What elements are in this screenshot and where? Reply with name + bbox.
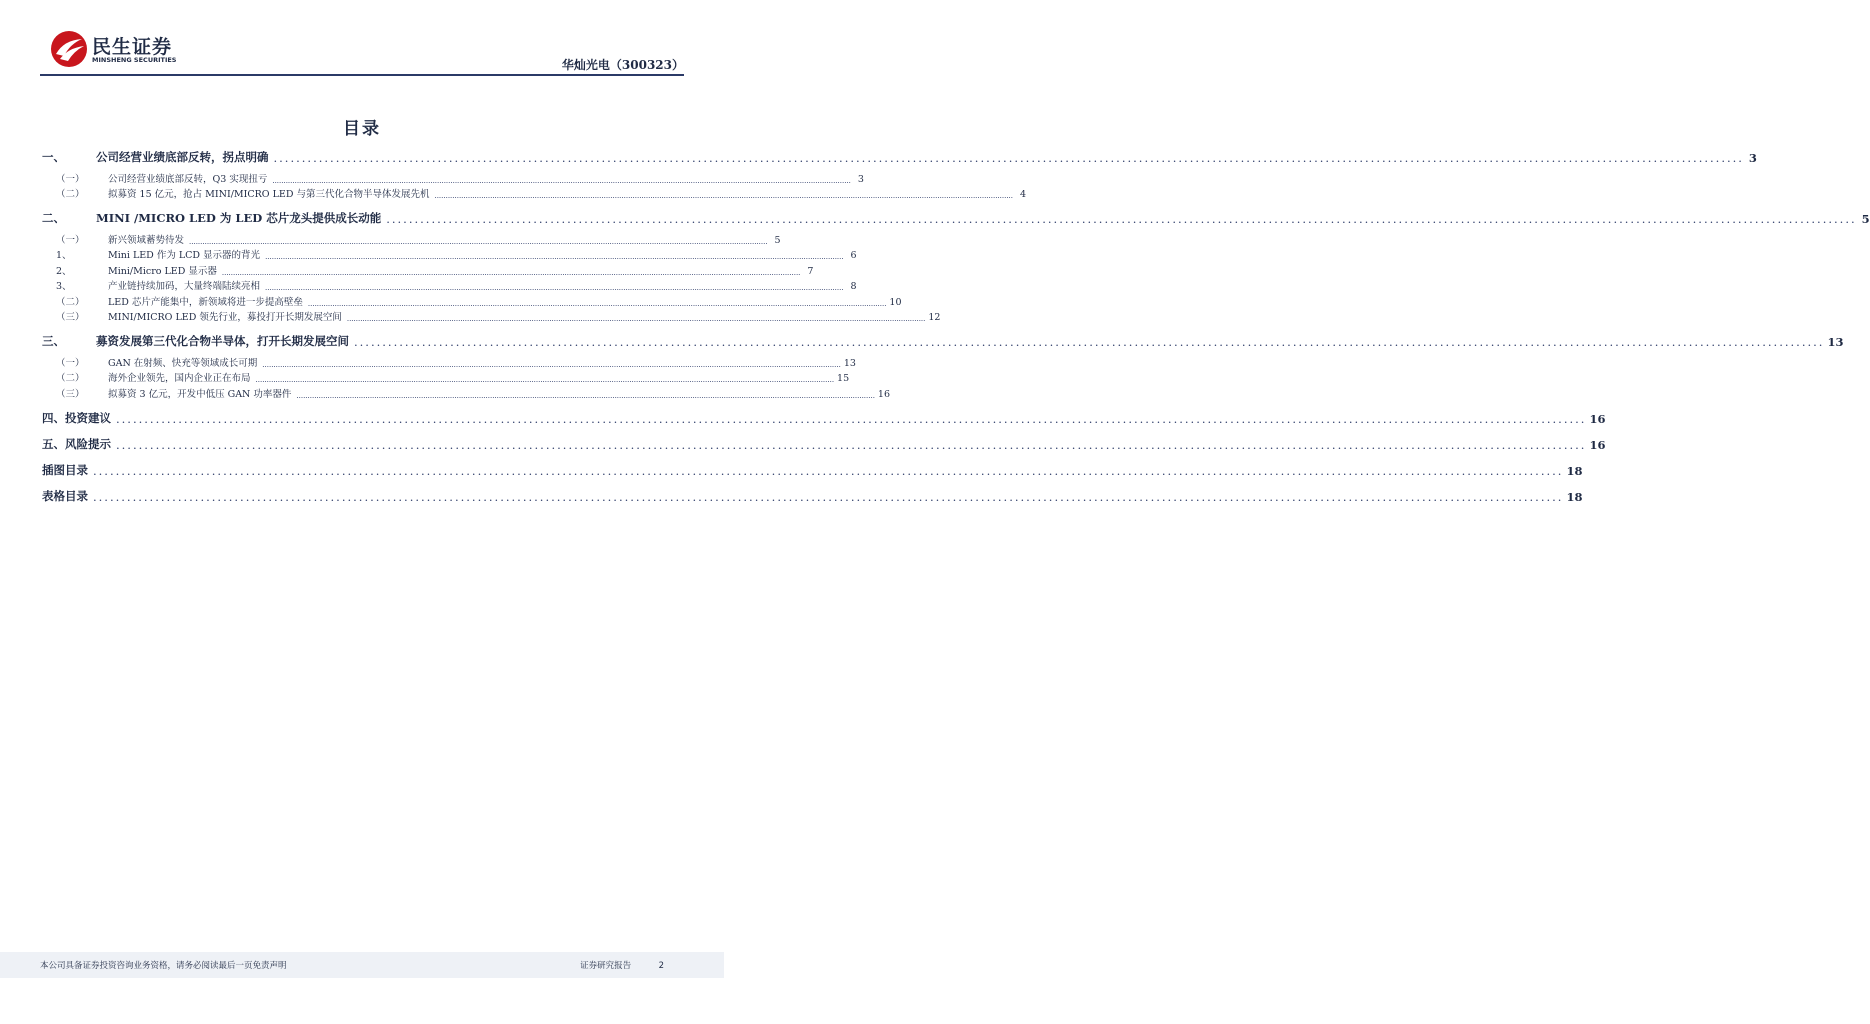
toc-entry-title: 四、投资建议: [42, 410, 111, 425]
toc-entry-number: 1、: [56, 250, 72, 261]
toc-dot-leader: ....................................................................................................................................................................................................................................................................: [346, 315, 926, 323]
toc-entry-number: 一、: [42, 150, 65, 164]
toc-entry-title: 公司经营业绩底部反转，Q3 实现扭亏: [108, 173, 268, 185]
toc-entry-page: 4: [1019, 189, 1027, 200]
toc-dot-leader: ....................................................................................................................................................................................................................................................................: [255, 376, 835, 384]
toc-section-entry[interactable]: [42, 430, 1606, 452]
logo-chinese-name: 民生证券: [92, 36, 173, 58]
table-of-contents: [42, 143, 1870, 504]
report-type: 证券研究报告: [580, 961, 632, 971]
toc-subsection-entry[interactable]: [42, 246, 857, 262]
toc-entry-page: 18: [1566, 463, 1583, 478]
toc-entry-page: 15: [837, 373, 850, 384]
toc-dot-leader: ....................................................................................................................................................................................................................................................................: [307, 299, 887, 308]
toc-dot-leader: ....................................................................................................................................................................................................................................................................: [273, 151, 1744, 165]
toc-dot-leader: ....................................................................................................................................................................................................................................................................: [116, 411, 1587, 426]
toc-entry-title: 五、风险提示: [42, 436, 111, 451]
toc-entry-page: 13: [1827, 335, 1844, 349]
toc-entry-title: 募资发展第三代化合物半导体，打开长期发展空间: [96, 334, 349, 348]
toc-entry-title: MINI/MICRO LED 领先行业，募投打开长期发展空间: [108, 312, 342, 323]
toc-entry-title: 表格目录: [42, 488, 88, 503]
toc-dot-leader: ....................................................................................................................................................................................................................................................................: [93, 463, 1564, 478]
toc-entry-page: 6: [850, 250, 857, 261]
toc-subsection-entry[interactable]: [42, 353, 856, 369]
toc-entry-number: 3、: [56, 281, 72, 292]
toc-section-entry[interactable]: [42, 204, 1870, 226]
toc-entry-page: 10: [889, 296, 902, 308]
toc-entry-title: 海外企业领先，国内企业正在布局: [108, 373, 251, 384]
toc-entry-number: （二）: [56, 373, 85, 384]
toc-dot-leader: ....................................................................................................................................................................................................................................................................: [265, 253, 844, 261]
logo-english-name: MINSHENG SECURITIES: [92, 56, 177, 64]
toc-dot-leader: ....................................................................................................................................................................................................................................................................: [386, 212, 1857, 226]
toc-dot-leader: ....................................................................................................................................................................................................................................................................: [272, 176, 851, 185]
toc-entry-number: 2、: [56, 265, 72, 277]
toc-entry-page: 18: [1566, 489, 1583, 504]
toc-entry-number: 二、: [42, 211, 65, 225]
toc-entry-number: （三）: [56, 388, 85, 400]
page-number: 2: [658, 961, 664, 971]
toc-entry-number: （三）: [56, 312, 85, 323]
toc-subsection-entry[interactable]: [42, 277, 857, 293]
toc-dot-leader: ....................................................................................................................................................................................................................................................................: [189, 237, 768, 246]
toc-dot-leader: ....................................................................................................................................................................................................................................................................: [221, 268, 801, 277]
toc-entry-number: 三、: [42, 334, 65, 348]
toc-subsection-entry[interactable]: [42, 369, 850, 385]
toc-section-entry[interactable]: [42, 327, 1844, 349]
toc-entry-page: 8: [850, 281, 857, 292]
footer-right: [580, 959, 664, 971]
toc-entry-number: （二）: [56, 189, 85, 200]
toc-subsection-entry[interactable]: [42, 292, 902, 308]
toc-entry-title: Mini LED 作为 LCD 显示器的背光: [108, 250, 261, 261]
toc-entry-title: 新兴领域蓄势待发: [108, 234, 185, 246]
toc-dot-leader: ....................................................................................................................................................................................................................................................................: [296, 391, 875, 400]
toc-entry-page: 7: [807, 265, 814, 277]
toc-entry-number: （二）: [56, 296, 85, 308]
toc-entry-number: （一）: [56, 173, 85, 185]
toc-entry-page: 13: [843, 357, 856, 369]
footer-disclaimer: 本公司具备证券投资咨询业务资格，请务必阅读最后一页免责声明: [40, 961, 287, 971]
toc-entry-page: 12: [928, 312, 941, 323]
toc-entry-title: 拟募资 3 亿元，开发中低压 GAN 功率器件: [108, 388, 292, 400]
toc-dot-leader: ....................................................................................................................................................................................................................................................................: [434, 192, 1014, 200]
toc-subsection-entry[interactable]: [42, 169, 864, 185]
company-ticker: 华灿光电（300323）: [561, 58, 684, 72]
toc-section-entry[interactable]: [42, 143, 1757, 165]
minsheng-logo-icon: [50, 30, 88, 68]
toc-dot-leader: ....................................................................................................................................................................................................................................................................: [262, 360, 841, 369]
toc-title: 目录: [343, 119, 381, 139]
toc-entry-page: 16: [877, 388, 891, 400]
toc-entry-number: （一）: [56, 234, 85, 246]
toc-dot-leader: ....................................................................................................................................................................................................................................................................: [265, 284, 844, 292]
toc-subsection-entry[interactable]: [42, 261, 814, 277]
toc-entry-page: 3: [1748, 151, 1757, 165]
toc-entry-page: 3: [857, 173, 864, 185]
toc-dot-leader: ....................................................................................................................................................................................................................................................................: [116, 437, 1587, 452]
toc-entry-title: 插图目录: [42, 462, 88, 477]
toc-dot-leader: ....................................................................................................................................................................................................................................................................: [354, 335, 1825, 349]
toc-entry-title: Mini/Micro LED 显示器: [108, 265, 217, 277]
toc-subsection-entry[interactable]: [42, 185, 1027, 201]
toc-entry-title: 拟募资 15 亿元，抢占 MINI/MICRO LED 与第三代化合物半导体发展先机: [108, 189, 430, 200]
toc-section-entry[interactable]: [42, 482, 1583, 504]
toc-entry-title: 公司经营业绩底部反转，拐点明确: [96, 150, 269, 164]
toc-section-entry[interactable]: [42, 404, 1606, 426]
toc-subsection-entry[interactable]: [42, 230, 781, 246]
toc-entry-number: （一）: [56, 357, 85, 369]
toc-entry-page: 16: [1589, 411, 1606, 426]
toc-entry-page: 16: [1589, 437, 1606, 452]
toc-entry-page: 5: [1861, 212, 1870, 226]
toc-section-entry[interactable]: [42, 456, 1583, 478]
minsheng-logo: [50, 30, 200, 68]
toc-entry-title: LED 芯片产能集中，新领域将进一步提高壁垒: [108, 296, 303, 308]
toc-entry-page: 5: [774, 234, 781, 246]
header-divider: [40, 74, 684, 76]
toc-subsection-entry[interactable]: [42, 384, 891, 400]
toc-entry-title: GAN 在射频、快充等领域成长可期: [108, 357, 258, 369]
toc-entry-title: 产业链持续加码，大量终端陆续亮相: [108, 281, 261, 292]
toc-entry-title: MINI /MICRO LED 为 LED 芯片龙头提供成长动能: [96, 211, 382, 225]
toc-subsection-entry[interactable]: [42, 308, 941, 324]
toc-dot-leader: ....................................................................................................................................................................................................................................................................: [93, 489, 1564, 504]
